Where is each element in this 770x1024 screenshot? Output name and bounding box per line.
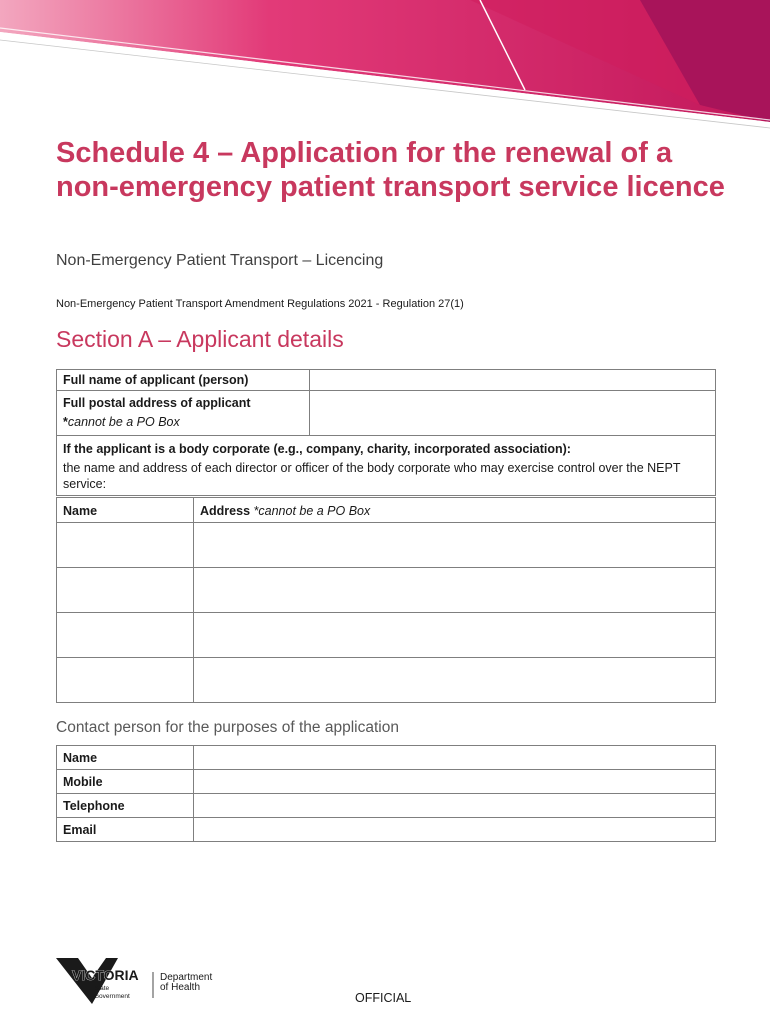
document-subtitle: Non-Emergency Patient Transport – Licencing — [56, 252, 384, 269]
regulation-reference: Non-Emergency Patient Transport Amendment Regulations 2021 - Regulation 27(1) — [56, 298, 464, 310]
director-3-name-field[interactable] — [57, 613, 194, 658]
logo-wordmark: VICTORIA — [72, 967, 139, 983]
table-row — [57, 523, 716, 568]
contact-telephone-label: Telephone — [57, 794, 194, 818]
body-corporate-heading: If the applicant is a body corporate (e.g., company, charity, incorporated association): — [63, 442, 571, 456]
dept-line2: of Health — [160, 982, 201, 993]
contact-mobile-label: Mobile — [57, 770, 194, 794]
table-row — [57, 658, 716, 703]
contact-mobile-field[interactable] — [194, 770, 716, 794]
applicant-details-table — [56, 369, 716, 496]
postal-address-label-cell — [57, 391, 310, 436]
postal-asterisk: * — [63, 415, 68, 429]
section-a-heading: Section A – Applicant details — [56, 326, 344, 352]
table-row — [57, 568, 716, 613]
body-corporate-description: the name and address of each director or officer of the body corporate who may exercise control over the NEPT service: — [63, 461, 681, 491]
directors-address-header: Address — [200, 504, 251, 518]
page-title: Schedule 4 – Application for the renewal of a non-emergency patient transport service licence — [56, 137, 725, 203]
contact-person-heading: Contact person for the purposes of the application — [56, 719, 399, 736]
director-4-address-field[interactable] — [194, 658, 716, 703]
table-row — [57, 818, 716, 842]
victoria-government-logo — [54, 956, 234, 1006]
contact-email-field[interactable] — [194, 818, 716, 842]
director-1-name-field[interactable] — [57, 523, 194, 568]
director-2-address-field[interactable] — [194, 568, 716, 613]
classification-label: OFFICIAL — [355, 991, 412, 1005]
header-banner — [0, 0, 770, 135]
contact-telephone-field[interactable] — [194, 794, 716, 818]
full-name-field[interactable] — [310, 370, 716, 391]
postal-address-field[interactable] — [310, 391, 716, 436]
table-row — [57, 391, 716, 436]
table-row — [57, 370, 716, 391]
table-row — [57, 498, 716, 523]
contact-name-label: Name — [57, 746, 194, 770]
logo-sub-line2: Government — [94, 993, 130, 1000]
body-corporate-cell — [57, 436, 716, 496]
table-row — [57, 794, 716, 818]
full-name-label: Full name of applicant (person) — [57, 370, 310, 391]
table-row — [57, 746, 716, 770]
director-3-address-field[interactable] — [194, 613, 716, 658]
directors-name-header: Name — [57, 498, 194, 523]
table-row — [57, 436, 716, 496]
directors-address-header-cell — [194, 498, 716, 523]
director-4-name-field[interactable] — [57, 658, 194, 703]
logo-sub-line1: State — [94, 985, 110, 992]
dept-line1: Department — [160, 972, 213, 983]
directors-address-note: *cannot be a PO Box — [253, 504, 371, 518]
postal-note: cannot be a PO Box — [67, 415, 180, 429]
directors-table — [56, 497, 716, 703]
director-1-address-field[interactable] — [194, 523, 716, 568]
postal-address-label: Full postal address of applicant — [63, 396, 251, 410]
table-row — [57, 613, 716, 658]
director-2-name-field[interactable] — [57, 568, 194, 613]
contact-person-table — [56, 745, 716, 842]
contact-email-label: Email — [57, 818, 194, 842]
contact-name-field[interactable] — [194, 746, 716, 770]
table-row — [57, 770, 716, 794]
